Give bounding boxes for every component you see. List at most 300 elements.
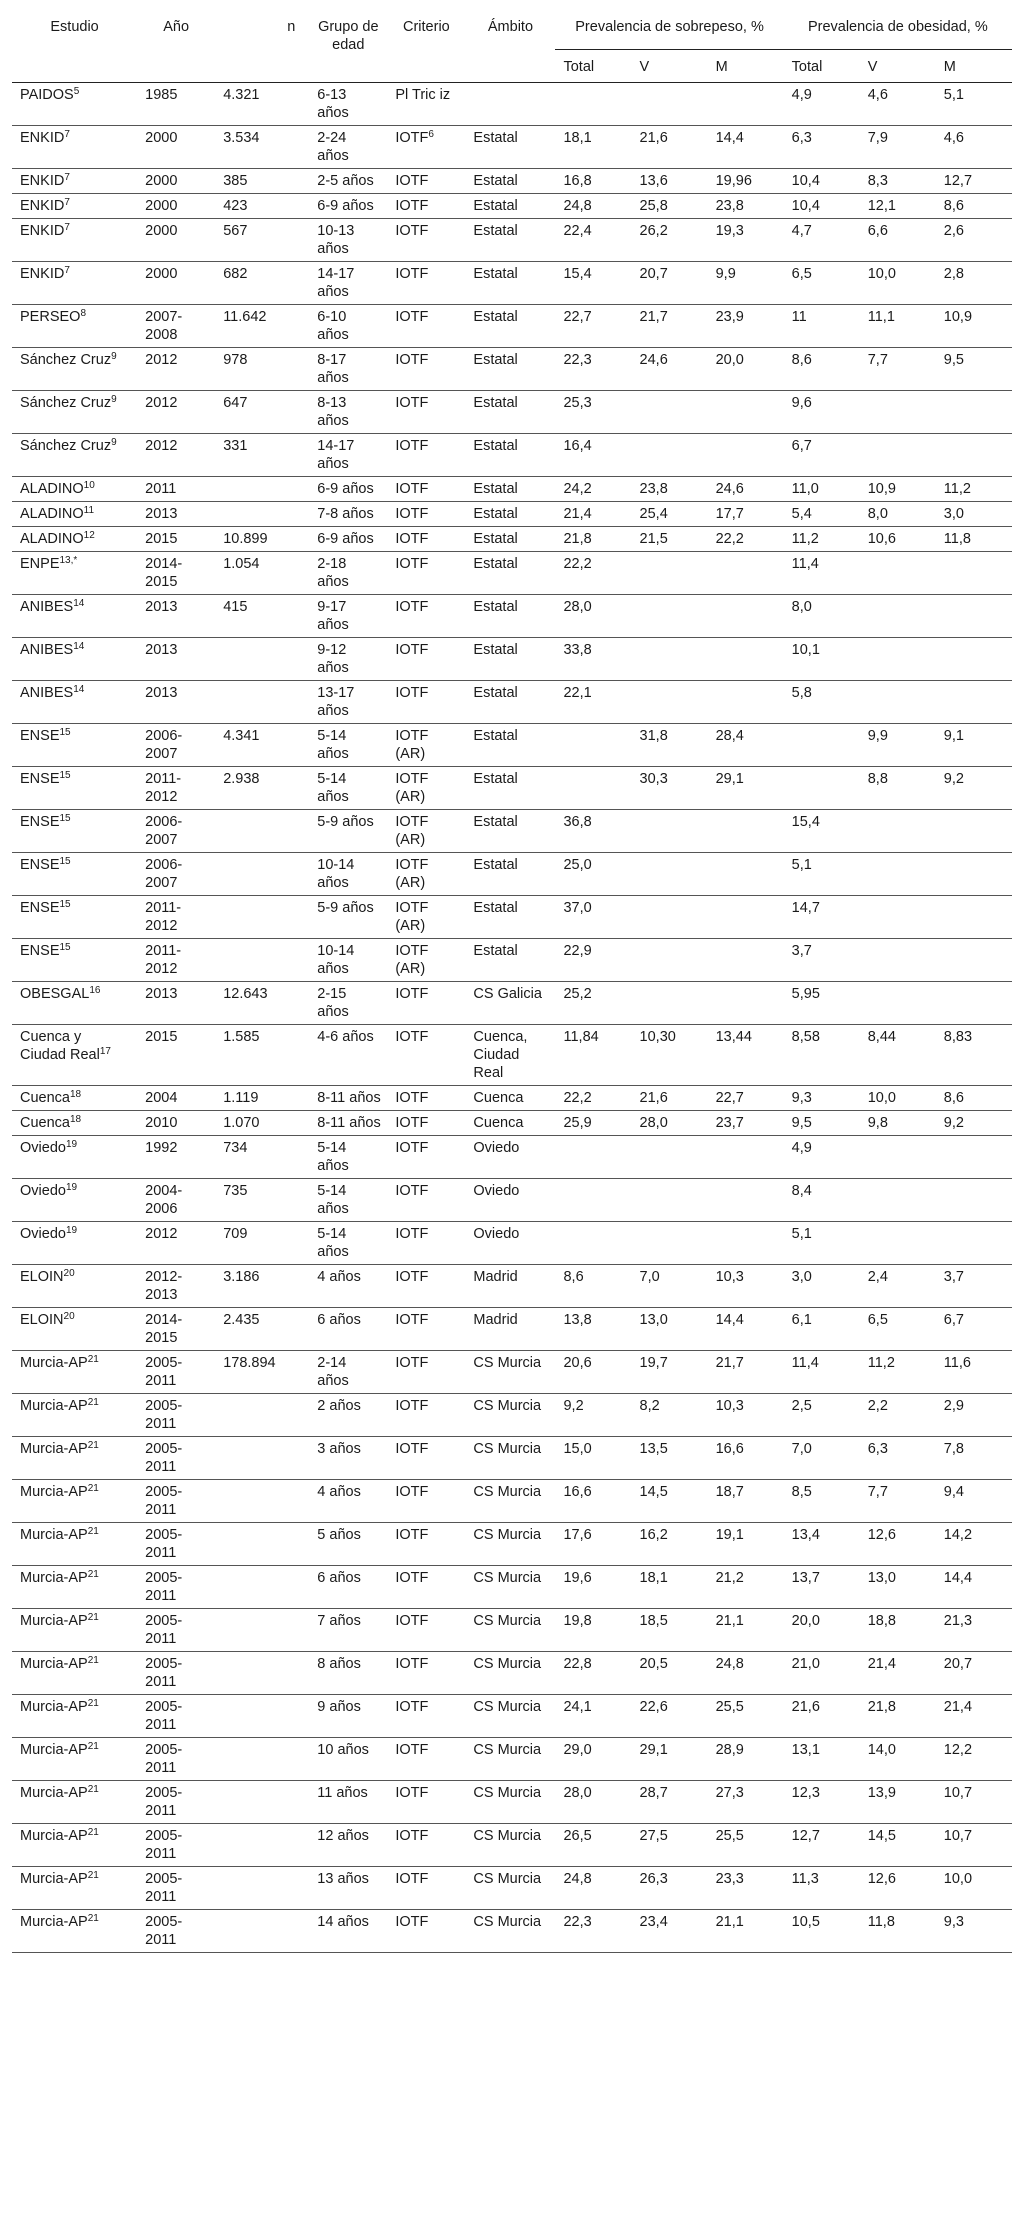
cell-criterio-text: IOTF [395,1226,429,1242]
cell-ambito-text: Oviedo [473,1140,520,1156]
cell-sobrepeso-total [555,527,631,552]
cell-grupo [309,1265,387,1308]
cell-sobrepeso-v-text: 31,8 [639,728,668,744]
cell-ano-text: 2014-2015 [145,1312,183,1346]
cell-ano [137,595,215,638]
criterio-reference-superscript: 6 [428,129,434,140]
table-row [12,853,1012,896]
cell-obesidad-m [936,391,1012,434]
reference-superscript: 15 [59,727,71,738]
cell-obesidad-total [784,169,860,194]
cell-obesidad-m-text: 9,4 [943,1484,964,1500]
cell-estudio [12,1437,137,1480]
cell-criterio [387,83,465,126]
cell-sobrepeso-v [632,1437,708,1480]
header-n: n [215,6,309,83]
cell-obesidad-m-text: 21,4 [943,1699,973,1715]
cell-ano-text: 2007-2008 [145,309,183,343]
cell-obesidad-total [784,595,860,638]
cell-sobrepeso-v [632,896,708,939]
cell-sobrepeso-total [555,1111,631,1136]
cell-ambito [465,1111,555,1136]
cell-obesidad-total [784,1566,860,1609]
cell-n-text: 567 [223,223,248,239]
cell-obesidad-total-text: 5,1 [791,857,812,873]
header-sp-total: Total [555,50,631,83]
cell-ano [137,1222,215,1265]
cell-sobrepeso-v [632,1179,708,1222]
cell-sobrepeso-v [632,724,708,767]
cell-obesidad-total [784,1394,860,1437]
cell-ano-text: 2000 [145,266,178,282]
cell-estudio-text: ALADINO [20,506,84,522]
cell-grupo-text: 13-17 años [317,685,355,719]
cell-sobrepeso-v [632,1394,708,1437]
cell-criterio-text: IOTF (AR) [395,728,429,762]
cell-ano-text: 2005-2011 [145,1441,183,1475]
cell-n-text: 331 [223,438,248,454]
cell-sobrepeso-total [555,1437,631,1480]
header-sobrepeso: Prevalencia de sobrepeso, % [555,6,783,50]
cell-obesidad-v [860,681,936,724]
cell-estudio-text: ENSE [20,771,60,787]
cell-ano [137,638,215,681]
cell-n [215,169,309,194]
reference-superscript: 19 [65,1139,78,1150]
cell-estudio [12,391,137,434]
cell-sobrepeso-m-text: 25,5 [715,1828,744,1844]
cell-ambito-text: Estatal [473,130,518,146]
cell-criterio [387,434,465,477]
cell-ano [137,83,215,126]
table-row [12,348,1012,391]
table-row [12,1437,1012,1480]
cell-sobrepeso-total [555,767,631,810]
cell-sobrepeso-m [708,1179,784,1222]
cell-sobrepeso-v [632,1265,708,1308]
cell-estudio-text: ENSE [20,943,60,959]
table-row [12,939,1012,982]
cell-sobrepeso-m [708,724,784,767]
cell-sobrepeso-total-text: 25,2 [563,986,592,1002]
cell-ano-text: 2005-2011 [145,1656,183,1690]
cell-sobrepeso-total-text: 18,1 [563,130,592,146]
cell-sobrepeso-m-text: 10,3 [715,1269,744,1285]
cell-grupo-text: 8-11 años [317,1115,381,1131]
cell-obesidad-total-text: 12,3 [791,1785,820,1801]
cell-obesidad-total [784,810,860,853]
cell-sobrepeso-total-text: 22,7 [563,309,592,325]
cell-estudio [12,126,137,169]
cell-estudio [12,810,137,853]
cell-sobrepeso-v-text: 10,30 [639,1029,676,1045]
table-row [12,982,1012,1025]
cell-grupo [309,896,387,939]
cell-grupo-text: 6-13 años [317,87,349,121]
cell-criterio-text: IOTF [395,223,429,239]
reference-superscript: 21 [87,1741,99,1752]
cell-ambito-text: CS Murcia [473,1613,542,1629]
cell-criterio-text: IOTF [395,599,429,615]
cell-obesidad-m-text: 11,2 [943,481,971,497]
cell-ambito-text: CS Murcia [473,1742,542,1758]
cell-obesidad-v [860,810,936,853]
cell-obesidad-m-text: 11,8 [943,531,971,547]
reference-superscript: 15 [59,770,71,781]
cell-obesidad-v-text: 18,8 [867,1613,896,1629]
cell-criterio-text: IOTF [395,642,429,658]
cell-grupo [309,1222,387,1265]
cell-sobrepeso-total-text: 9,2 [563,1398,584,1414]
cell-ano-text: 2012 [145,395,178,411]
cell-obesidad-m-text: 10,0 [943,1871,973,1887]
cell-obesidad-m-text: 5,1 [943,87,964,103]
reference-superscript: 21 [87,1913,99,1924]
reference-superscript: 15 [59,856,71,867]
cell-sobrepeso-m [708,194,784,219]
cell-sobrepeso-v-text: 14,5 [639,1484,668,1500]
cell-n [215,477,309,502]
cell-grupo [309,939,387,982]
cell-criterio [387,194,465,219]
table-row [12,434,1012,477]
cell-obesidad-m [936,767,1012,810]
cell-estudio-text: ENSE [20,857,60,873]
cell-n [215,502,309,527]
cell-sobrepeso-m-text: 20,0 [715,352,744,368]
cell-estudio [12,348,137,391]
cell-estudio [12,681,137,724]
cell-obesidad-total [784,638,860,681]
cell-n-text: 385 [223,173,248,189]
cell-estudio-text: ENKID [20,223,65,239]
cell-obesidad-total-text: 11,4 [791,1355,819,1371]
cell-sobrepeso-total [555,681,631,724]
cell-ano [137,1480,215,1523]
cell-ano [137,939,215,982]
cell-sobrepeso-total [555,853,631,896]
cell-n [215,1222,309,1265]
cell-grupo-text: 8-11 años [317,1090,381,1106]
cell-criterio-text: IOTF [395,1090,429,1106]
cell-n [215,939,309,982]
cell-n [215,896,309,939]
reference-superscript: 7 [64,265,70,276]
cell-sobrepeso-m [708,1437,784,1480]
reference-superscript: 20 [63,1268,75,1279]
cell-criterio [387,1222,465,1265]
cell-estudio-text: ALADINO [20,531,84,547]
cell-estudio-text: ENKID [20,266,65,282]
cell-sobrepeso-v-text: 22,6 [639,1699,668,1715]
cell-obesidad-total-text: 2,5 [791,1398,812,1414]
cell-sobrepeso-m [708,810,784,853]
cell-criterio [387,305,465,348]
cell-obesidad-total [784,305,860,348]
cell-obesidad-total-text: 6,7 [791,438,812,454]
cell-grupo [309,724,387,767]
cell-sobrepeso-v-text: 24,6 [639,352,668,368]
cell-criterio [387,1179,465,1222]
cell-obesidad-m-text: 4,6 [943,130,964,146]
cell-ambito [465,219,555,262]
cell-grupo [309,810,387,853]
cell-grupo [309,552,387,595]
cell-ambito [465,1781,555,1824]
cell-estudio [12,939,137,982]
reference-superscript: 21 [87,1397,99,1408]
cell-ano [137,502,215,527]
cell-obesidad-total-text: 6,3 [791,130,812,146]
cell-obesidad-v [860,477,936,502]
cell-obesidad-total-text: 10,5 [791,1914,820,1930]
cell-obesidad-v-text: 6,6 [867,223,888,239]
cell-grupo [309,1523,387,1566]
cell-sobrepeso-m [708,1086,784,1111]
reference-superscript: 14 [73,598,85,609]
cell-obesidad-m [936,305,1012,348]
table-row [12,1738,1012,1781]
cell-ano-text: 2000 [145,130,178,146]
header-estudio: Estudio [12,6,137,83]
cell-obesidad-total [784,1652,860,1695]
cell-obesidad-v-text: 10,9 [867,481,896,497]
cell-ambito-text: Estatal [473,395,518,411]
cell-ano-text: 2015 [145,531,178,547]
cell-grupo [309,1652,387,1695]
cell-obesidad-v-text: 10,0 [867,266,896,282]
cell-ano-text: 2006-2007 [145,728,183,762]
cell-obesidad-v [860,169,936,194]
cell-estudio [12,1609,137,1652]
cell-n [215,126,309,169]
cell-criterio [387,1523,465,1566]
cell-obesidad-total [784,1222,860,1265]
cell-obesidad-v [860,348,936,391]
cell-sobrepeso-v-text: 26,2 [639,223,668,239]
cell-sobrepeso-v-text: 21,6 [639,1090,668,1106]
cell-sobrepeso-v [632,1738,708,1781]
cell-grupo [309,681,387,724]
cell-obesidad-m [936,1136,1012,1179]
cell-ano-text: 2004 [145,1090,178,1106]
cell-estudio [12,638,137,681]
cell-obesidad-m [936,595,1012,638]
cell-criterio-text: IOTF [395,531,429,547]
cell-criterio-text: IOTF [395,1355,429,1371]
cell-ano-text: 2012-2013 [145,1269,183,1303]
cell-sobrepeso-total [555,1222,631,1265]
cell-ambito [465,1480,555,1523]
cell-ambito [465,724,555,767]
cell-ambito-text: Estatal [473,352,518,368]
cell-ano [137,1523,215,1566]
cell-obesidad-v [860,724,936,767]
cell-estudio-text: Murcia-AP [20,1441,88,1457]
cell-sobrepeso-total [555,552,631,595]
cell-obesidad-m [936,1781,1012,1824]
cell-obesidad-total-text: 8,4 [791,1183,812,1199]
cell-ano-text: 2013 [145,685,178,701]
cell-obesidad-v-text: 8,8 [867,771,888,787]
reference-superscript: 11 [83,505,95,516]
table-row [12,724,1012,767]
cell-sobrepeso-total-text: 25,0 [563,857,592,873]
cell-obesidad-m [936,1086,1012,1111]
cell-grupo-text: 3 años [317,1441,361,1457]
cell-estudio [12,477,137,502]
cell-ambito [465,1566,555,1609]
cell-sobrepeso-m-text: 10,3 [715,1398,744,1414]
cell-grupo [309,126,387,169]
cell-ambito [465,638,555,681]
cell-criterio [387,1265,465,1308]
cell-sobrepeso-v-text: 21,6 [639,130,668,146]
cell-obesidad-v-text: 2,4 [867,1269,888,1285]
cell-sobrepeso-v [632,502,708,527]
cell-grupo [309,1566,387,1609]
cell-sobrepeso-total-text: 21,8 [563,531,592,547]
cell-estudio-text: ELOIN [20,1312,64,1328]
cell-grupo [309,1179,387,1222]
cell-n [215,527,309,552]
cell-criterio-text: IOTF [395,1183,429,1199]
cell-sobrepeso-total [555,638,631,681]
cell-grupo [309,169,387,194]
cell-sobrepeso-total-text: 25,3 [563,395,592,411]
cell-estudio [12,194,137,219]
cell-ambito [465,810,555,853]
cell-criterio-text: IOTF (AR) [395,771,429,805]
cell-grupo-text: 5-14 años [317,1183,349,1217]
cell-obesidad-total [784,552,860,595]
cell-estudio [12,1308,137,1351]
cell-criterio-text: IOTF [395,438,429,454]
cell-sobrepeso-v [632,1781,708,1824]
cell-sobrepeso-v [632,638,708,681]
cell-sobrepeso-total [555,477,631,502]
cell-sobrepeso-m [708,1910,784,1953]
cell-grupo [309,1910,387,1953]
cell-obesidad-m [936,434,1012,477]
table-row [12,169,1012,194]
cell-grupo-text: 2 años [317,1398,361,1414]
cell-ano [137,434,215,477]
cell-sobrepeso-v [632,1695,708,1738]
cell-ambito-text: Estatal [473,438,518,454]
cell-sobrepeso-v [632,219,708,262]
table-row [12,477,1012,502]
cell-ano-text: 2006-2007 [145,814,183,848]
cell-n [215,1437,309,1480]
cell-sobrepeso-total [555,83,631,126]
cell-n-text: 12.643 [223,986,268,1002]
cell-estudio [12,1523,137,1566]
cell-obesidad-v [860,1738,936,1781]
cell-obesidad-m-text: 3,7 [943,1269,964,1285]
cell-sobrepeso-total [555,348,631,391]
cell-estudio-text: ANIBES [20,685,74,701]
cell-sobrepeso-m [708,1308,784,1351]
reference-superscript: 21 [87,1698,99,1709]
cell-sobrepeso-total [555,1351,631,1394]
cell-n-text: 709 [223,1226,248,1242]
cell-grupo-text: 9 años [317,1699,361,1715]
cell-ambito [465,1609,555,1652]
cell-n-text: 2.938 [223,771,260,787]
cell-ambito-text: CS Murcia [473,1398,542,1414]
cell-obesidad-m [936,348,1012,391]
cell-criterio [387,1437,465,1480]
header-sp-v: V [632,50,708,83]
cell-estudio-text: OBESGAL [20,986,90,1002]
cell-criterio-text: IOTF [395,481,429,497]
cell-obesidad-v [860,982,936,1025]
cell-n [215,1111,309,1136]
header-obesidad: Prevalencia de obesidad, % [784,6,1012,50]
cell-criterio-text: Pl Tric iz [395,87,451,103]
cell-sobrepeso-total-text: 24,8 [563,198,592,214]
cell-sobrepeso-v [632,434,708,477]
cell-criterio-text: IOTF [395,1613,429,1629]
cell-estudio-text: ENSE [20,728,60,744]
cell-obesidad-total [784,1025,860,1086]
cell-obesidad-m [936,896,1012,939]
cell-sobrepeso-v-text: 21,5 [639,531,668,547]
reference-superscript: 21 [87,1569,99,1580]
cell-obesidad-m-text: 10,9 [943,309,973,325]
cell-n [215,724,309,767]
cell-obesidad-m [936,1111,1012,1136]
cell-sobrepeso-total-text: 22,3 [563,352,592,368]
cell-estudio-text: ALADINO [20,481,84,497]
cell-criterio [387,1781,465,1824]
cell-grupo [309,1086,387,1111]
cell-grupo-text: 10-14 años [317,857,355,891]
cell-ano [137,219,215,262]
cell-sobrepeso-m [708,1351,784,1394]
cell-ano-text: 2000 [145,198,178,214]
cell-sobrepeso-m-text: 17,7 [715,506,744,522]
cell-obesidad-v [860,391,936,434]
cell-obesidad-m-text: 14,4 [943,1570,973,1586]
cell-ambito-text: CS Murcia [473,1355,542,1371]
cell-sobrepeso-m [708,1222,784,1265]
cell-grupo-text: 5-9 años [317,900,374,916]
cell-grupo [309,1781,387,1824]
cell-grupo-text: 14 años [317,1914,369,1930]
cell-grupo-text: 8-17 años [317,352,349,386]
cell-grupo [309,982,387,1025]
cell-obesidad-v [860,527,936,552]
cell-obesidad-total [784,1136,860,1179]
cell-sobrepeso-m [708,853,784,896]
cell-n-text: 3.534 [223,130,260,146]
table-row [12,1480,1012,1523]
cell-ano [137,348,215,391]
cell-sobrepeso-total-text: 22,8 [563,1656,592,1672]
cell-obesidad-v [860,1179,936,1222]
cell-sobrepeso-m [708,502,784,527]
cell-n [215,982,309,1025]
cell-obesidad-total-text: 8,6 [791,352,812,368]
cell-estudio-text: ENKID [20,173,65,189]
cell-sobrepeso-v [632,1523,708,1566]
cell-grupo-text: 6 años [317,1312,361,1328]
cell-ambito [465,1308,555,1351]
cell-ambito [465,1265,555,1308]
cell-obesidad-v [860,939,936,982]
